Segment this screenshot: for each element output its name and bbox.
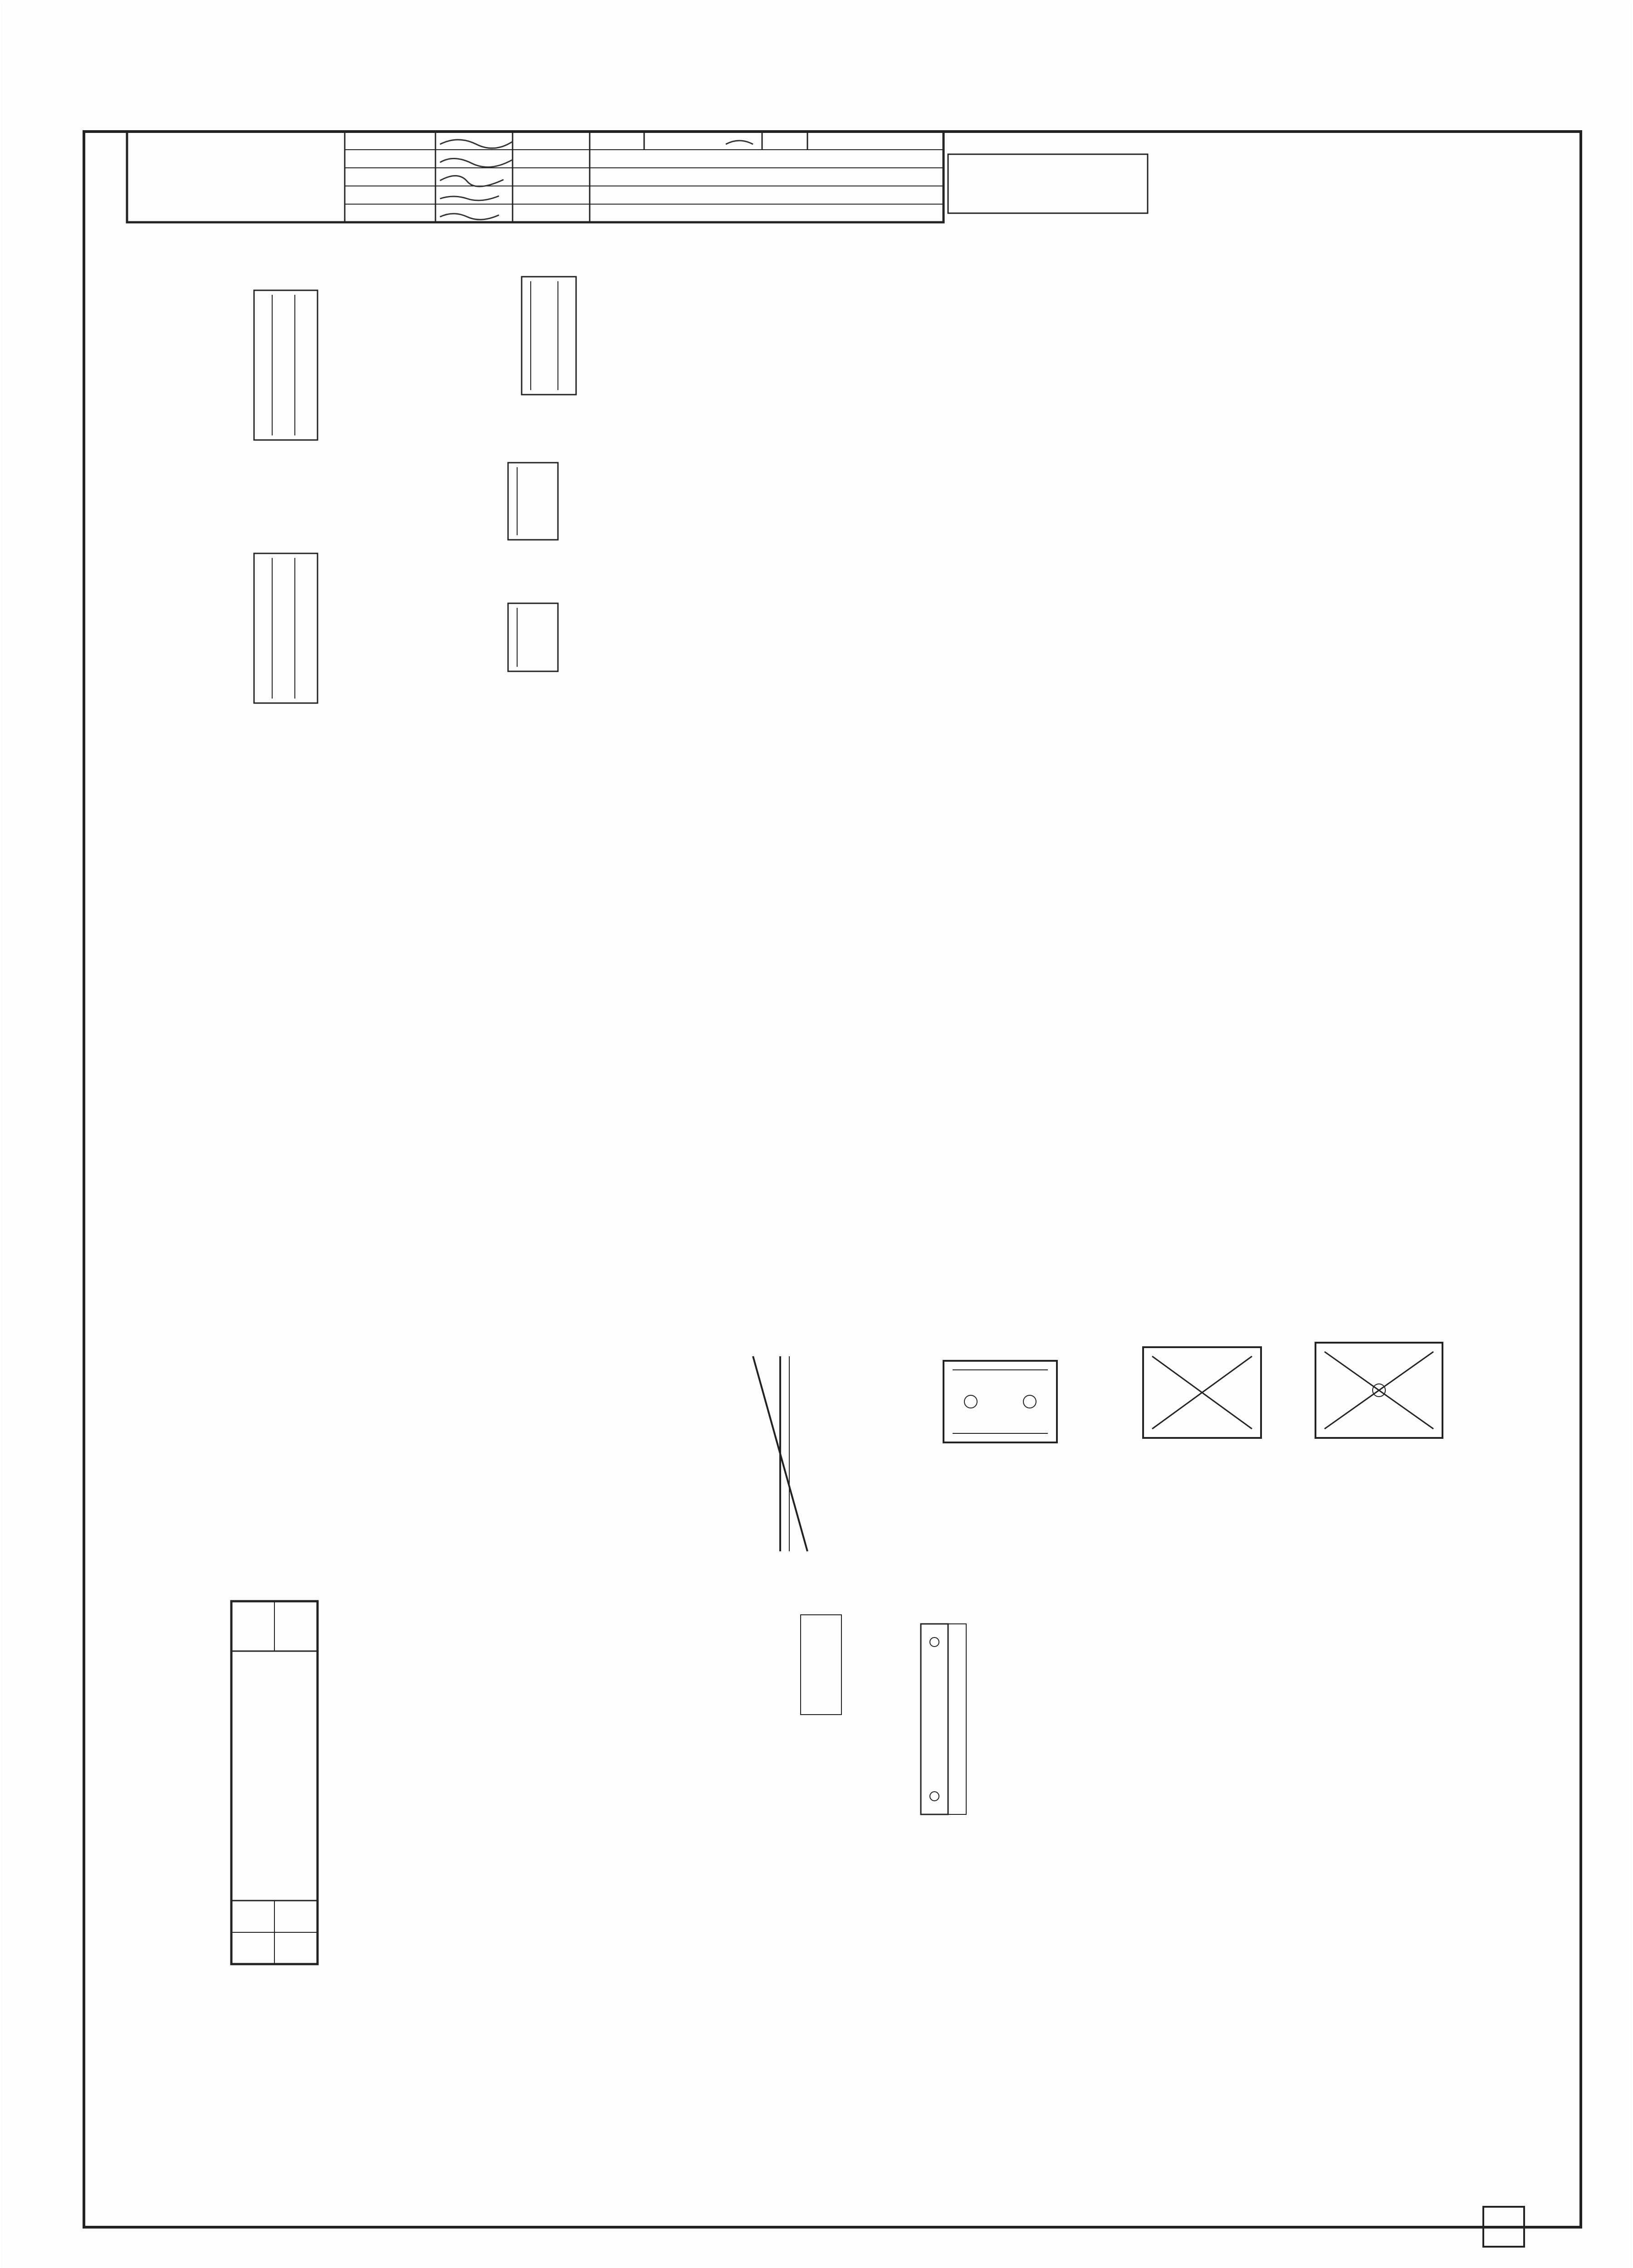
paper — [1, 1, 1632, 2268]
